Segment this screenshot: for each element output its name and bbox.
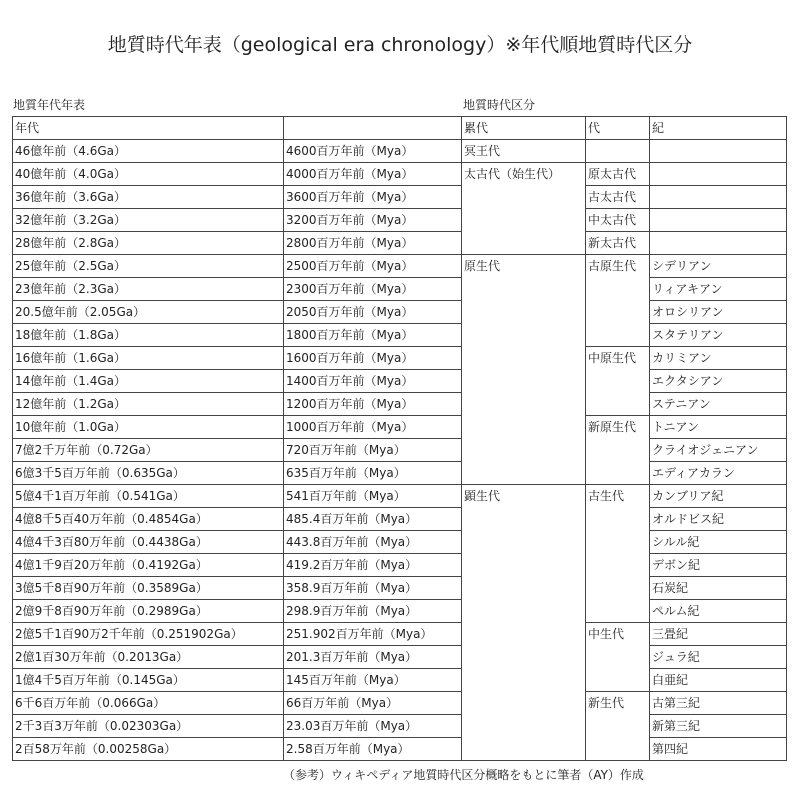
period-cell: 石炭紀 [650,577,787,600]
eon-cell: 太古代（始生代） [462,163,586,255]
eon-cell: 冥王代 [462,140,586,163]
era-cell: 中原生代 [586,347,650,416]
era-cell: 中太古代 [586,209,650,232]
age-cell: 20.5億年前（2.05Ga） [13,301,284,324]
mya-cell: 720百万年前（Mya） [284,439,462,462]
header-eon: 累代 [462,117,586,140]
eon-cell: 原生代 [462,255,586,485]
mya-cell: 3200百万年前（Mya） [284,209,462,232]
source-note: （参考）ウィキペディア地質時代区分概略をもとに筆者（AY）作成 [283,768,644,782]
age-cell: 23億年前（2.3Ga） [13,278,284,301]
age-cell: 7億2千万年前（0.72Ga） [13,439,284,462]
period-cell: エクタシアン [650,370,787,393]
mya-cell: 2050百万年前（Mya） [284,301,462,324]
mya-cell: 485.4百万年前（Mya） [284,508,462,531]
table-header-row [13,117,787,140]
section-label-chronology: 地質年代年表 [13,98,86,112]
table-row [13,140,787,163]
age-cell: 14億年前（1.4Ga） [13,370,284,393]
table-row [13,416,787,439]
period-cell: クライオジェニアン [650,439,787,462]
age-cell: 46億年前（4.6Ga） [13,140,284,163]
mya-cell: 635百万年前（Mya） [284,462,462,485]
period-cell [650,232,787,255]
period-cell: シルル紀 [650,531,787,554]
period-cell: 古第三紀 [650,692,787,715]
age-cell: 4億4千3百80万年前（0.4438Ga） [13,531,284,554]
table-row [13,600,787,623]
period-cell: デボン紀 [650,554,787,577]
age-cell: 2億5千1百90万2千年前（0.251902Ga） [13,623,284,646]
period-cell: カンブリア紀 [650,485,787,508]
age-cell: 25億年前（2.5Ga） [13,255,284,278]
period-cell: カリミアン [650,347,787,370]
mya-cell: 358.9百万年前（Mya） [284,577,462,600]
period-cell [650,186,787,209]
period-cell: リィアキアン [650,278,787,301]
era-cell: 新生代 [586,692,650,761]
table-row [13,278,787,301]
mya-cell: 1200百万年前（Mya） [284,393,462,416]
age-cell: 32億年前（3.2Ga） [13,209,284,232]
table-row [13,508,787,531]
period-cell: シデリアン [650,255,787,278]
mya-cell: 145百万年前（Mya） [284,669,462,692]
period-cell [650,209,787,232]
period-cell: スタテリアン [650,324,787,347]
mya-cell: 298.9百万年前（Mya） [284,600,462,623]
era-cell: 原太古代 [586,163,650,186]
period-cell: オロシリアン [650,301,787,324]
age-cell: 36億年前（3.6Ga） [13,186,284,209]
table-row [13,439,787,462]
age-cell: 2千3百3万年前（0.02303Ga） [13,715,284,738]
age-cell: 2億9千8百90万年前（0.2989Ga） [13,600,284,623]
table-row [13,715,787,738]
mya-cell: 2300百万年前（Mya） [284,278,462,301]
header-age: 年代 [13,117,284,140]
age-cell: 4億1千9百20万年前（0.4192Ga） [13,554,284,577]
mya-cell: 1000百万年前（Mya） [284,416,462,439]
header-period: 紀 [650,117,787,140]
age-cell: 6億3千5百万年前（0.635Ga） [13,462,284,485]
mya-cell: 2.58百万年前（Mya） [284,738,462,761]
period-cell: 白亜紀 [650,669,787,692]
period-cell: 新第三紀 [650,715,787,738]
mya-cell: 1600百万年前（Mya） [284,347,462,370]
age-cell: 10億年前（1.0Ga） [13,416,284,439]
era-cell: 新原生代 [586,416,650,485]
era-cell: 古太古代 [586,186,650,209]
mya-cell: 1800百万年前（Mya） [284,324,462,347]
mya-cell: 201.3百万年前（Mya） [284,646,462,669]
period-cell: ペルム紀 [650,600,787,623]
era-cell: 新太古代 [586,232,650,255]
age-cell: 1億4千5百万年前（0.145Ga） [13,669,284,692]
age-cell: 2億1百30万年前（0.2013Ga） [13,646,284,669]
age-cell: 5億4千1百万年前（0.541Ga） [13,485,284,508]
age-cell: 6千6百万年前（0.066Ga） [13,692,284,715]
period-cell: エディアカラン [650,462,787,485]
mya-cell: 3600百万年前（Mya） [284,186,462,209]
age-cell: 16億年前（1.6Ga） [13,347,284,370]
period-cell: 第四紀 [650,738,787,761]
mya-cell: 2500百万年前（Mya） [284,255,462,278]
age-cell: 18億年前（1.8Ga） [13,324,284,347]
table-row [13,393,787,416]
table-row [13,324,787,347]
age-cell: 28億年前（2.8Ga） [13,232,284,255]
table-row [13,692,787,715]
mya-cell: 419.2百万年前（Mya） [284,554,462,577]
table-row [13,462,787,485]
period-cell: ジュラ紀 [650,646,787,669]
age-cell: 40億年前（4.0Ga） [13,163,284,186]
section-label-division: 地質時代区分 [463,98,536,112]
table-row [13,738,787,761]
table-row [13,232,787,255]
age-cell: 2百58万年前（0.00258Ga） [13,738,284,761]
period-cell: 三畳紀 [650,623,787,646]
mya-cell: 2800百万年前（Mya） [284,232,462,255]
mya-cell: 4000百万年前（Mya） [284,163,462,186]
period-cell: トニアン [650,416,787,439]
mya-cell: 443.8百万年前（Mya） [284,531,462,554]
era-cell: 中生代 [586,623,650,692]
table-row [13,623,787,646]
mya-cell: 541百万年前（Mya） [284,485,462,508]
period-cell: オルドビス紀 [650,508,787,531]
age-cell: 3億5千8百90万年前（0.3589Ga） [13,577,284,600]
mya-cell: 1400百万年前（Mya） [284,370,462,393]
age-cell: 4億8千5百40万年前（0.4854Ga） [13,508,284,531]
mya-cell: 4600百万年前（Mya） [284,140,462,163]
era-cell [586,140,650,163]
table-row [13,577,787,600]
table-row [13,646,787,669]
era-cell: 古生代 [586,485,650,623]
table-row [13,186,787,209]
table-row [13,669,787,692]
mya-cell: 66百万年前（Mya） [284,692,462,715]
mya-cell: 23.03百万年前（Mya） [284,715,462,738]
header-era: 代 [586,117,650,140]
period-cell [650,140,787,163]
page-title: 地質時代年表（geological era chronology）※年代順地質時代区分 [107,34,693,56]
table-row [13,485,787,508]
table-row [13,554,787,577]
table-row [13,370,787,393]
header-mya [284,117,462,140]
period-cell: ステニアン [650,393,787,416]
table-row [13,301,787,324]
table-row [13,163,787,186]
table-row [13,255,787,278]
period-cell [650,163,787,186]
eon-cell: 顕生代 [462,485,586,761]
mya-cell: 251.902百万年前（Mya） [284,623,462,646]
age-cell: 12億年前（1.2Ga） [13,393,284,416]
table-row [13,531,787,554]
table-row [13,209,787,232]
table-row [13,347,787,370]
era-cell: 古原生代 [586,255,650,347]
geologic-time-table [12,116,787,761]
